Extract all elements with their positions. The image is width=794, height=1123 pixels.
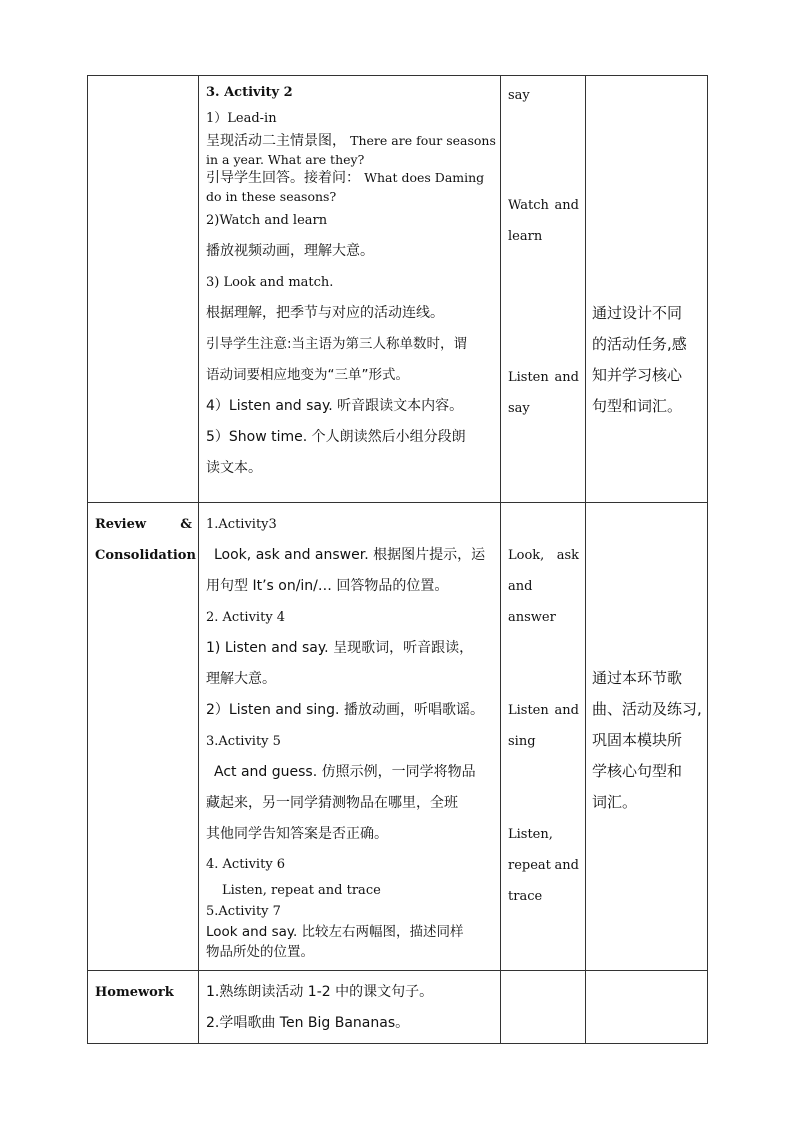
step-text: do in these seasons? xyxy=(206,189,337,204)
purpose-text: 句型和词汇。 xyxy=(592,397,683,415)
purpose-cell xyxy=(586,503,708,971)
student-text: and xyxy=(554,198,579,213)
step-listen-say: 4）Listen and say. 听音跟读文本内容。 xyxy=(206,398,464,414)
step-text: 引导学生回答。接着问： xyxy=(206,170,360,186)
step-text: What does Daming xyxy=(364,170,485,185)
purpose-text: 曲、活动及练习, xyxy=(592,700,702,718)
step-text: 理解大意。 xyxy=(206,671,276,687)
student-text: trace xyxy=(508,889,543,904)
student-text: Look, xyxy=(508,548,545,563)
homework-item: 1.熟练朗读活动 1-2 中的课文句子。 xyxy=(206,984,434,1000)
step-text: 语动词要相应地变为“三单”形式。 xyxy=(206,367,409,383)
step-text: 用句型 It’s on/in/… 回答物品的位置。 xyxy=(206,578,449,594)
student-text: sing xyxy=(508,734,536,749)
student-text: answer xyxy=(508,610,556,625)
step-heading: 5.Activity 7 xyxy=(206,904,281,919)
stage-label-homework: Homework xyxy=(95,985,174,1000)
empty-cell xyxy=(501,971,586,1044)
step-text: 根据理解，把季节与对应的活动连线。 xyxy=(206,305,444,321)
purpose-text: 通过本环节歌 xyxy=(592,669,683,687)
student-text: say xyxy=(508,401,530,416)
purpose-text: 巩固本模块所 xyxy=(592,731,683,749)
step-text: 藏起来，另一同学猜测物品在哪里，全班 xyxy=(206,795,458,811)
homework-cell xyxy=(199,971,501,1044)
step-text: Listen, repeat and trace xyxy=(222,883,381,898)
step-watch-learn: 2)Watch and learn xyxy=(206,213,328,228)
student-text: Watch xyxy=(508,198,549,213)
student-text: repeat xyxy=(508,858,551,873)
activity-title: 3. Activity 2 xyxy=(206,85,293,100)
procedure-cell xyxy=(199,503,501,971)
step-text: Look and say. 比较左右两幅图，描述同样 xyxy=(206,924,464,940)
step-show-time: 5）Show time. 个人朗读然后小组分段朗 xyxy=(206,429,466,445)
student-text: say xyxy=(508,88,530,103)
stage-label-consolidation: Consolidation xyxy=(95,548,196,563)
purpose-text: 学核心句型和 xyxy=(592,762,683,780)
student-text: and xyxy=(554,858,579,873)
row-homework xyxy=(88,971,708,1044)
step-text: 呈现活动二主情景图， xyxy=(206,133,346,149)
row-activity-2 xyxy=(88,76,708,503)
stage-label-amp: & xyxy=(180,517,192,532)
step-heading: 3.Activity 5 xyxy=(206,734,281,749)
student-text: and xyxy=(508,579,533,594)
stage-label-review: Review xyxy=(95,517,147,532)
step-text: There are four seasons xyxy=(350,133,496,148)
step-text: 读文本。 xyxy=(206,460,262,476)
stage-cell-review xyxy=(88,503,199,971)
stage-cell-empty xyxy=(88,76,199,503)
row-review-consolidation xyxy=(88,503,708,971)
student-text: learn xyxy=(508,229,543,244)
step-heading: 4. Activity 6 xyxy=(206,857,286,872)
empty-cell xyxy=(586,971,708,1044)
student-text: ask xyxy=(556,548,579,563)
step-text: Look, ask and answer. 根据图片提示，运 xyxy=(214,547,486,563)
step-text: in a year. What are they? xyxy=(206,152,365,167)
step-text: 1) Listen and say. 呈现歌词，听音跟读， xyxy=(206,640,474,656)
procedure-cell xyxy=(199,76,501,503)
purpose-cell xyxy=(586,76,708,503)
student-text: Listen xyxy=(508,703,549,718)
purpose-text: 通过设计不同 xyxy=(592,304,683,322)
step-text: Act and guess. 仿照示例，一同学将物品 xyxy=(214,764,476,780)
step-text: 物品所处的位置。 xyxy=(206,944,314,960)
step-text: 引导学生注意:当主语为第三人称单数时，谓 xyxy=(206,336,468,352)
student-activity-cell xyxy=(501,503,586,971)
step-look-match: 3) Look and match. xyxy=(206,275,334,290)
step-heading: 1.Activity3 xyxy=(206,517,277,532)
step-lead-in: 1）Lead-in xyxy=(206,111,277,126)
purpose-text: 词汇。 xyxy=(592,793,638,811)
purpose-text: 的活动任务,感 xyxy=(592,335,687,353)
student-text: Listen, xyxy=(508,827,553,842)
purpose-text: 知并学习核心 xyxy=(592,366,683,384)
step-text: 2）Listen and sing. 播放动画，听唱歌谣。 xyxy=(206,702,484,718)
student-text: and xyxy=(554,703,579,718)
student-text: and xyxy=(554,370,579,385)
student-text: Listen xyxy=(508,370,549,385)
stage-cell-homework xyxy=(88,971,199,1044)
step-text: 其他同学告知答案是否正确。 xyxy=(206,826,388,842)
step-heading: 2. Activity 4 xyxy=(206,610,286,625)
step-text: 播放视频动画，理解大意。 xyxy=(206,243,374,259)
homework-item: 2.学唱歌曲 Ten Big Bananas。 xyxy=(206,1015,410,1031)
lesson-plan-table xyxy=(87,75,708,1044)
student-activity-cell xyxy=(501,76,586,503)
